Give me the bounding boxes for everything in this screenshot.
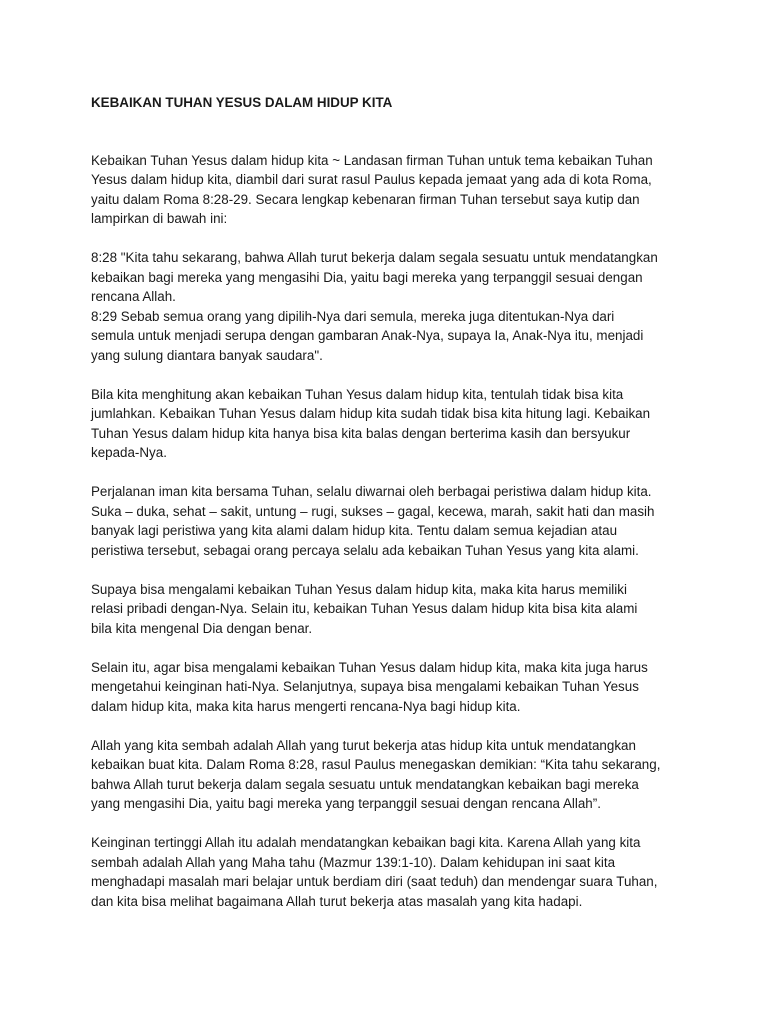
text-line: bila kita mengenal Dia dengan benar. bbox=[91, 620, 313, 636]
text-line: yang sulung diantara banyak saudara". bbox=[91, 347, 323, 363]
text-line: 8:28 "Kita tahu sekarang, bahwa Allah turut bekerja dalam segala sesuatu untuk mendatangkan bbox=[91, 250, 658, 265]
text-line: peristiwa tersebut, sebagai orang percaya selalu ada kebaikan Tuhan Yesus yang kita alami. bbox=[91, 542, 639, 558]
document-page bbox=[91, 93, 679, 931]
text-line: relasi pribadi dengan-Nya. Selain itu, kebaikan Tuhan Yesus dalam hidup kita bisa kita alami bbox=[91, 601, 638, 616]
text-line: Supaya bisa mengalami kebaikan Tuhan Yesus dalam hidup kita, maka kita harus memiliki bbox=[91, 581, 627, 597]
text-line: rencana Allah. bbox=[91, 289, 176, 304]
text-line: banyak lagi peristiwa yang kita alami dalam hidup kita. Tentu dalam semua kejadian atau bbox=[91, 523, 618, 538]
document-title: KEBAIKAN TUHAN YESUS DALAM HIDUP KITA bbox=[91, 95, 393, 110]
paragraph-knowing-will bbox=[91, 658, 679, 717]
text-line: Perjalanan iman kita bersama Tuhan, selalu diwarnai oleh berbagai peristiwa dalam hidup kita. bbox=[91, 484, 652, 499]
text-line: mengetahui keinginan hati-Nya. Selanjutnya, supaya bisa mengalami kebaikan Tuhan Yesus bbox=[91, 679, 639, 694]
paragraph-intro bbox=[91, 151, 679, 229]
text-line: Bila kita menghitung akan kebaikan Tuhan Yesus dalam hidup kita, tentulah tidak bisa kita bbox=[91, 386, 624, 402]
text-line: kebaikan bagi mereka yang mengasihi Dia, yaitu bagi mereka yang terpanggil sesuai dengan bbox=[91, 269, 643, 285]
paragraph-verse-8-29 bbox=[91, 307, 679, 366]
paragraph-god-works bbox=[91, 736, 679, 814]
text-line: yang mengasihi Dia, yaitu bagi mereka yang terpanggil sesuai dengan rencana Allah”. bbox=[91, 796, 601, 811]
text-line: 8:29 Sebab semua orang yang dipilih-Nya dari semula, mereka juga ditentukan-Nya dari bbox=[91, 308, 615, 324]
text-line: Kebaikan Tuhan Yesus dalam hidup kita ~ Landasan firman Tuhan untuk tema kebaikan Tuhan bbox=[91, 152, 653, 168]
text-line: dalam hidup kita, maka kita harus mengerti rencana-Nya bagi hidup kita. bbox=[91, 698, 521, 714]
text-line: bahwa Allah turut bekerja dalam segala sesuatu untuk mendatangkan kebaikan bagi mereka bbox=[91, 776, 639, 792]
text-line: kebaikan buat kita. Dalam Roma 8:28, rasul Paulus menegaskan demikian: “Kita tahu sekarang, bbox=[91, 757, 661, 772]
paragraph-relationship bbox=[91, 580, 679, 639]
text-line: dan kita bisa melihat bagaimana Allah turut bekerja atas masalah yang kita hadapi. bbox=[91, 893, 583, 909]
text-line: sembah adalah Allah yang Maha tahu (Mazmur 139:1-10). Dalam kehidupan ini saat kita bbox=[91, 854, 616, 870]
text-line: Tuhan Yesus dalam hidup kita hanya bisa kita balas dengan berterima kasih dan bersyukur bbox=[91, 425, 631, 441]
text-line: Suka – duka, sehat – sakit, untung – rugi, sukses – gagal, kecewa, marah, sakit hati dan masih bbox=[91, 503, 655, 519]
paragraph-counting-goodness bbox=[91, 385, 679, 463]
text-line: jumlahkan. Kebaikan Tuhan Yesus dalam hidup kita sudah tidak bisa kita hitung lagi. Kebaikan bbox=[91, 406, 651, 421]
paragraph-verse-8-28 bbox=[91, 248, 679, 307]
text-line: yaitu dalam Roma 8:28-29. Secara lengkap kebenaran firman Tuhan tersebut saya kutip dan bbox=[91, 191, 640, 207]
paragraph-faith-journey bbox=[91, 482, 679, 560]
paragraph-highest-desire bbox=[91, 833, 679, 911]
text-line: kepada-Nya. bbox=[91, 445, 167, 460]
text-line: menghadapi masalah mari belajar untuk berdiam diri (saat teduh) dan mendengar suara Tuhan, bbox=[91, 874, 658, 889]
text-line: Selain itu, agar bisa mengalami kebaikan Tuhan Yesus dalam hidup kita, maka kita juga harus bbox=[91, 659, 648, 675]
text-line: semula untuk menjadi serupa dengan gambaran Anak-Nya, supaya Ia, Anak-Nya itu, menjadi bbox=[91, 328, 644, 343]
text-line: Yesus dalam hidup kita, diambil dari surat rasul Paulus kepada jemaat yang ada di kota Roma, bbox=[91, 172, 652, 187]
text-line: lampirkan di bawah ini: bbox=[91, 211, 228, 226]
text-line: Keinginan tertinggi Allah itu adalah mendatangkan kebaikan bagi kita. Karena Allah yang kita bbox=[91, 835, 641, 850]
text-line: Allah yang kita sembah adalah Allah yang turut bekerja atas hidup kita untuk mendatangkan bbox=[91, 737, 636, 753]
